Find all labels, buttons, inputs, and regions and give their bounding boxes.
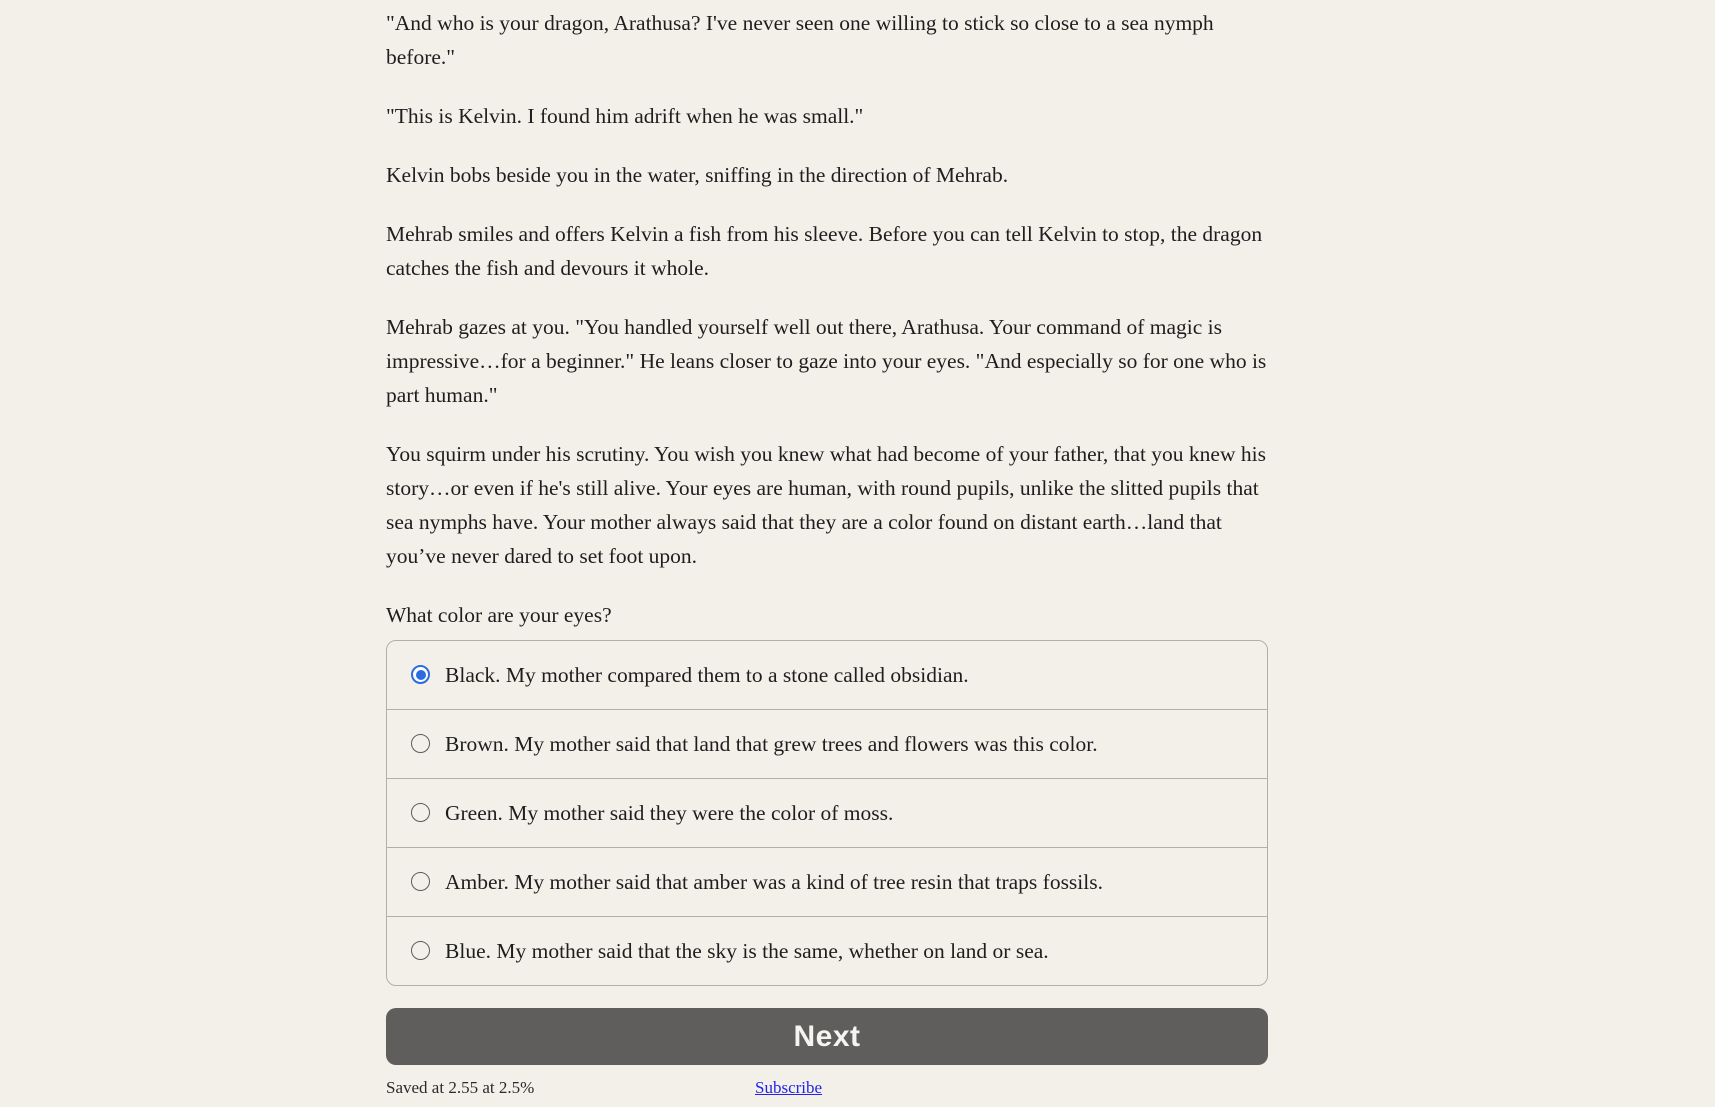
story-paragraph: You squirm under his scrutiny. You wish you knew what had become of your father, that you knew his story…or even if he's still alive. Your eyes are human, with round pupils, unlike the slitted pupils that sea nymphs have. Your mother always said that they are a color found on distant earth…land that you’ve never dared to set foot upon.: [386, 442, 1266, 568]
footer-status-text: Saved at 2.55 at 2.5%: [386, 1078, 535, 1097]
subscribe-link[interactable]: Subscribe: [755, 1078, 823, 1097]
choice-option-label: Black. My mother compared them to a stone called obsidian.: [445, 663, 969, 687]
radio-icon[interactable]: [411, 665, 430, 684]
story-paragraph: Mehrab smiles and offers Kelvin a fish from his sleeve. Before you can tell Kelvin to stop, the dragon catches the fish and devours it whole.: [386, 222, 1263, 280]
choice-option[interactable]: [387, 916, 1267, 985]
next-button[interactable]: Next: [386, 1008, 1268, 1065]
radio-icon[interactable]: [411, 872, 430, 891]
choice-option[interactable]: [387, 847, 1267, 916]
choice-option-label: Brown. My mother said that land that grew trees and flowers was this color.: [445, 732, 1098, 756]
choice-question: What color are your eyes?: [386, 603, 612, 627]
story-paragraph: Kelvin bobs beside you in the water, sniffing in the direction of Mehrab.: [386, 163, 1009, 187]
story-paragraph: "And who is your dragon, Arathusa? I've never seen one willing to stick so close to a sea nymph before.": [386, 11, 1214, 69]
choice-option-label: Blue. My mother said that the sky is the same, whether on land or sea.: [445, 939, 1049, 963]
radio-icon[interactable]: [411, 803, 430, 822]
choice-option-label: Amber. My mother said that amber was a kind of tree resin that traps fossils.: [445, 870, 1103, 894]
choice-option[interactable]: [387, 641, 1267, 709]
story-page: [386, 6, 1268, 1107]
choice-option[interactable]: [387, 778, 1267, 847]
story-paragraph: "This is Kelvin. I found him adrift when he was small.": [386, 104, 864, 128]
radio-icon[interactable]: [411, 941, 430, 960]
choice-option-label: Green. My mother said they were the color of moss.: [445, 801, 894, 825]
choice-option[interactable]: [387, 709, 1267, 778]
story-paragraph: Mehrab gazes at you. "You handled yourself well out there, Arathusa. Your command of magic is impressive…for a beginner." He leans closer to gaze into your eyes. "And especially so for one who is part human.": [386, 315, 1267, 407]
choice-group: [386, 640, 1268, 986]
footer: [386, 1077, 1268, 1107]
radio-icon[interactable]: [411, 734, 430, 753]
